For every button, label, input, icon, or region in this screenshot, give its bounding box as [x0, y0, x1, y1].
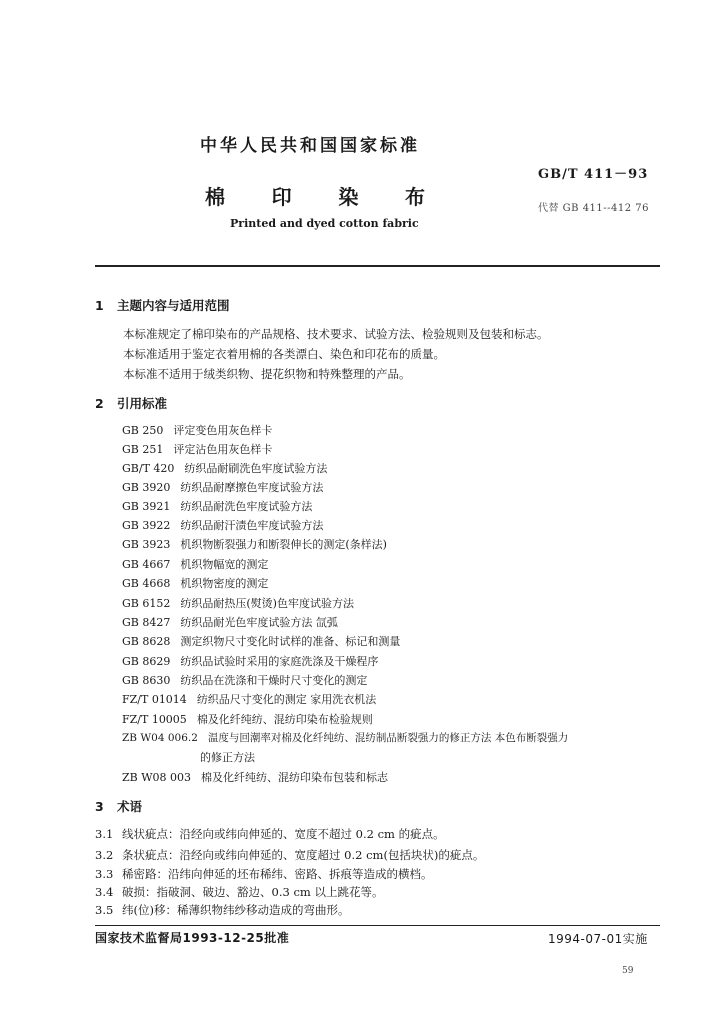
- reference-code: GB 250: [122, 424, 164, 437]
- section-number: 1: [95, 298, 104, 313]
- reference-title: 纺织品耐摩擦色牢度试验方法: [180, 481, 324, 494]
- term-item: [95, 902, 349, 918]
- term-item: [95, 866, 433, 882]
- section-title: 主题内容与适用范围: [117, 298, 230, 313]
- section-number: 3: [95, 799, 104, 814]
- reference-item: [122, 556, 268, 572]
- reference-title: 纺织品耐汗渍色牢度试验方法: [180, 519, 324, 532]
- term-number: 3.2: [95, 848, 114, 862]
- reference-item: [122, 691, 376, 707]
- reference-code: GB 3920: [122, 481, 171, 494]
- term-definition: 稀密路：沿纬向伸延的坯布稀纬、密路、拆痕等造成的横档。: [122, 867, 433, 881]
- section-heading: [95, 797, 142, 815]
- footer-divider: [95, 925, 660, 926]
- reference-item: [122, 536, 387, 552]
- paragraph: 本标准适用于鉴定衣着用棉的各类漂白、染色和印花布的质量。: [123, 347, 445, 361]
- header-divider: [95, 265, 660, 267]
- reference-item: [122, 575, 268, 591]
- document-title: [205, 181, 425, 210]
- reference-item: [122, 422, 272, 438]
- reference-code: GB 3922: [122, 519, 171, 532]
- reference-item: [122, 498, 312, 514]
- reference-item: [122, 711, 373, 727]
- reference-code: ZB W08 003: [122, 771, 192, 784]
- standard-code: GB/T 411－93: [538, 167, 649, 182]
- reference-code: GB 3923: [122, 538, 171, 551]
- term-number: 3.5: [95, 903, 114, 917]
- reference-item: [122, 517, 323, 533]
- reference-title: 评定变色用灰色样卡: [173, 424, 273, 437]
- english-title: Printed and dyed cotton fabric: [230, 217, 419, 230]
- replaces-note: 代替 GB 411--412 76: [538, 203, 650, 214]
- reference-title: 纺织品尺寸变化的测定 家用洗衣机法: [196, 693, 377, 706]
- reference-item: [122, 441, 272, 457]
- approval-date: 国家技术监督局1993-12-25批准: [95, 931, 290, 945]
- reference-title: 纺织品在洗涤和干燥时尺寸变化的测定: [180, 674, 368, 687]
- section-number: 2: [95, 396, 104, 411]
- reference-code: FZ/T 10005: [122, 713, 187, 726]
- reference-item: [122, 769, 388, 785]
- reference-code: GB 8628: [122, 635, 171, 648]
- implementation-date: 1994-07-01实施: [548, 932, 648, 946]
- reference-title: 机织物断裂强力和断裂伸长的测定(条样法): [180, 538, 387, 551]
- term-definition: 破损：指破洞、破边、豁边、0.3 cm 以上跳花等。: [122, 885, 384, 899]
- reference-item: [122, 614, 338, 630]
- reference-title: 测定织物尺寸变化时试样的准备、标记和测量: [180, 635, 401, 648]
- reference-code: GB 3921: [122, 500, 171, 513]
- reference-title: 纺织品试验时采用的家庭洗涤及干燥程序: [180, 655, 379, 668]
- reference-title: 纺织品耐热压(熨烫)色牢度试验方法: [180, 597, 354, 610]
- section-title: 引用标准: [117, 396, 168, 411]
- reference-item: [122, 633, 400, 649]
- term-item: [95, 826, 445, 842]
- reference-item: [122, 730, 568, 745]
- paragraph: 本标准不适用于绒类织物、提花织物和特殊整理的产品。: [123, 367, 411, 381]
- reference-code: GB 8427: [122, 616, 171, 629]
- title-char: 染: [338, 185, 359, 209]
- reference-item: [122, 460, 327, 476]
- page-number: 59: [622, 966, 634, 976]
- reference-title: 纺织品耐洗色牢度试验方法: [180, 500, 313, 513]
- reference-title: 机织物密度的测定: [180, 577, 269, 590]
- section-title: 术语: [117, 799, 143, 814]
- reference-code: GB 6152: [122, 597, 171, 610]
- term-number: 3.3: [95, 867, 114, 881]
- standard-title: 中华人民共和国国家标准: [200, 136, 420, 156]
- reference-code: GB 8630: [122, 674, 171, 687]
- paragraph: 本标准规定了棉印染布的产品规格、技术要求、试验方法、检验规则及包装和标志。: [123, 327, 549, 341]
- reference-title: 评定沾色用灰色样卡: [173, 443, 273, 456]
- reference-code: GB 8629: [122, 655, 171, 668]
- reference-title: 棉及化纤纯纺、混纺印染布检验规则: [196, 713, 373, 726]
- term-number: 3.4: [95, 885, 114, 899]
- term-definition: 线状疵点：沿经向或纬向伸延的、宽度不超过 0.2 cm 的疵点。: [122, 827, 445, 841]
- term-definition: 纬(位)移：稀薄织物纬纱移动造成的弯曲形。: [122, 903, 350, 917]
- term-item: [95, 884, 383, 900]
- reference-title: 机织物幅宽的测定: [180, 558, 269, 571]
- reference-title: 棉及化纤纯纺、混纺印染布包装和标志: [201, 771, 389, 784]
- title-char: 棉: [205, 185, 225, 209]
- reference-item: [122, 653, 378, 669]
- term-definition: 条状疵点：沿经向或纬向伸延的、宽度超过 0.2 cm(包括块状)的疵点。: [122, 848, 485, 862]
- reference-item: [122, 479, 323, 495]
- reference-code: GB 251: [122, 443, 164, 456]
- reference-title: 纺织品耐刷洗色牢度试验方法: [184, 462, 328, 475]
- reference-title: 纺织品耐光色牢度试验方法 氙弧: [180, 616, 338, 629]
- term-item: [95, 847, 484, 863]
- reference-continuation: 的修正方法: [200, 751, 255, 764]
- section-heading: [95, 296, 230, 314]
- reference-code: ZB W04 006.2: [122, 732, 198, 744]
- reference-item: [122, 672, 367, 688]
- term-number: 3.1: [95, 827, 114, 841]
- reference-item: [122, 595, 354, 611]
- reference-title: 温度与回潮率对棉及化纤纯纺、混纺制品断裂强力的修正方法 本色布断裂强力: [207, 732, 569, 744]
- title-char: 印: [271, 185, 292, 209]
- section-heading: [95, 394, 167, 412]
- reference-code: FZ/T 01014: [122, 693, 187, 706]
- reference-code: GB 4668: [122, 577, 171, 590]
- reference-code: GB 4667: [122, 558, 171, 571]
- title-char: 布: [404, 185, 425, 209]
- reference-code: GB/T 420: [122, 462, 175, 475]
